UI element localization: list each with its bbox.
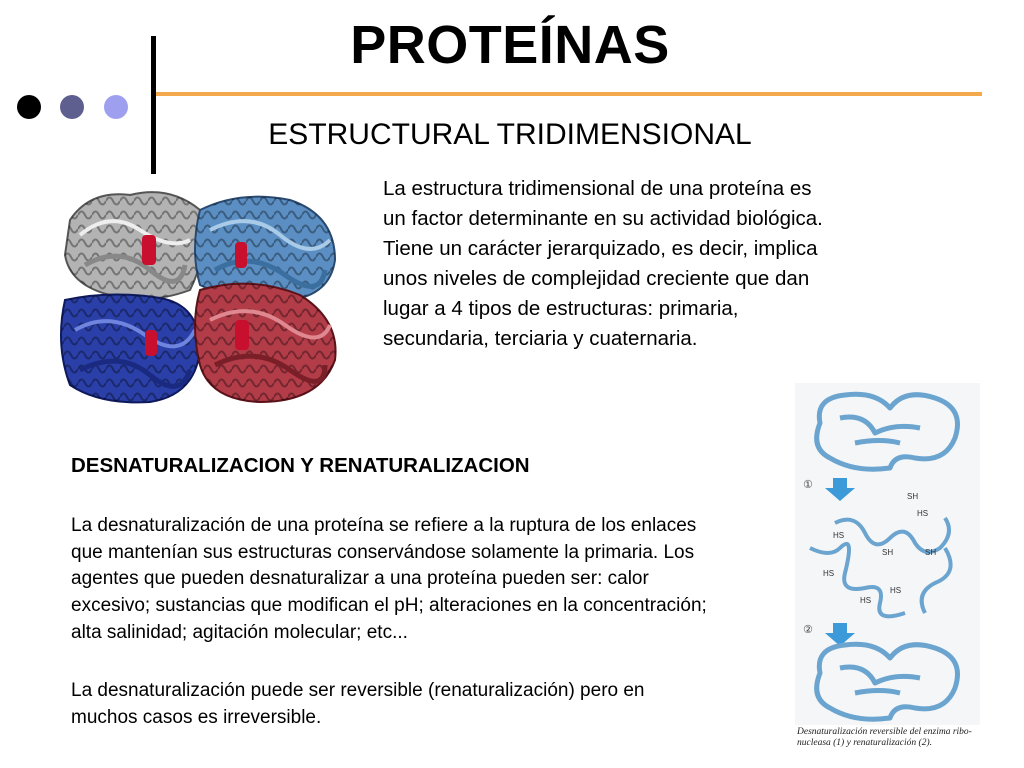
subunit-darkred [195, 284, 336, 402]
hs-label-1: HS [917, 509, 929, 518]
bullet-dot-lavender [104, 95, 128, 119]
unfolded-chain [810, 518, 951, 616]
subunit-grey [65, 192, 203, 299]
sh-label-2: SH [882, 548, 894, 557]
reversibility-paragraph: La desnaturalización puede ser reversible (renaturalización) pero en muchos casos es irreversible. [71, 680, 645, 728]
step-2-label: ② [803, 623, 813, 636]
protein-ribbon-model-icon [50, 180, 350, 408]
denaturation-paragraph: La desnaturalización de una proteína se refiere a la ruptura de los enlaces que mantenían sus estructuras conservándose solamente la primaria. Los agentes que pueden desnaturalizar a una proteína pueden ser: calor excesivo; sustancias que modifican el pH; alteraciones en la concentración; alta salinidad; agitación molecular; etc... [71, 515, 707, 643]
subunit-darkblue [61, 294, 200, 402]
hs-label-3: HS [823, 569, 835, 578]
figure-caption: Desnaturalización reversible del enzima ribo-nucleasa (1) y renaturalización (2). [797, 727, 972, 748]
bullet-dot-slate [60, 95, 84, 119]
slide-title: PROTEÍNAS [350, 15, 670, 75]
intro-paragraph: La estructura tridimensional de una proteína es un factor determinante en su actividad biológica. Tiene un carácter jerarquizado, es decir, implica unos niveles de complejidad creciente que dan lugar a 4 tipos de estructuras: primaria, secundaria, terciaria y cuaternaria. [383, 177, 823, 350]
step-1-label: ① [803, 478, 813, 491]
folded-protein-bottom [817, 644, 958, 719]
sh-label-3: SH [925, 548, 937, 557]
section-heading: DESNATURALIZACION Y RENATURALIZACION [71, 454, 530, 477]
arrow-down-icon [825, 478, 855, 501]
hs-label-2: HS [833, 531, 845, 540]
folded-protein-top [817, 394, 958, 469]
hs-label-4: HS [890, 586, 902, 595]
slide-subtitle: ESTRUCTURAL TRIDIMENSIONAL [268, 118, 752, 151]
title-accent-rule [156, 92, 982, 96]
bullet-dot-black [17, 95, 41, 119]
denaturation-figure [795, 383, 980, 725]
hs-label-5: HS [860, 596, 872, 605]
sh-label-1: SH [907, 492, 919, 501]
